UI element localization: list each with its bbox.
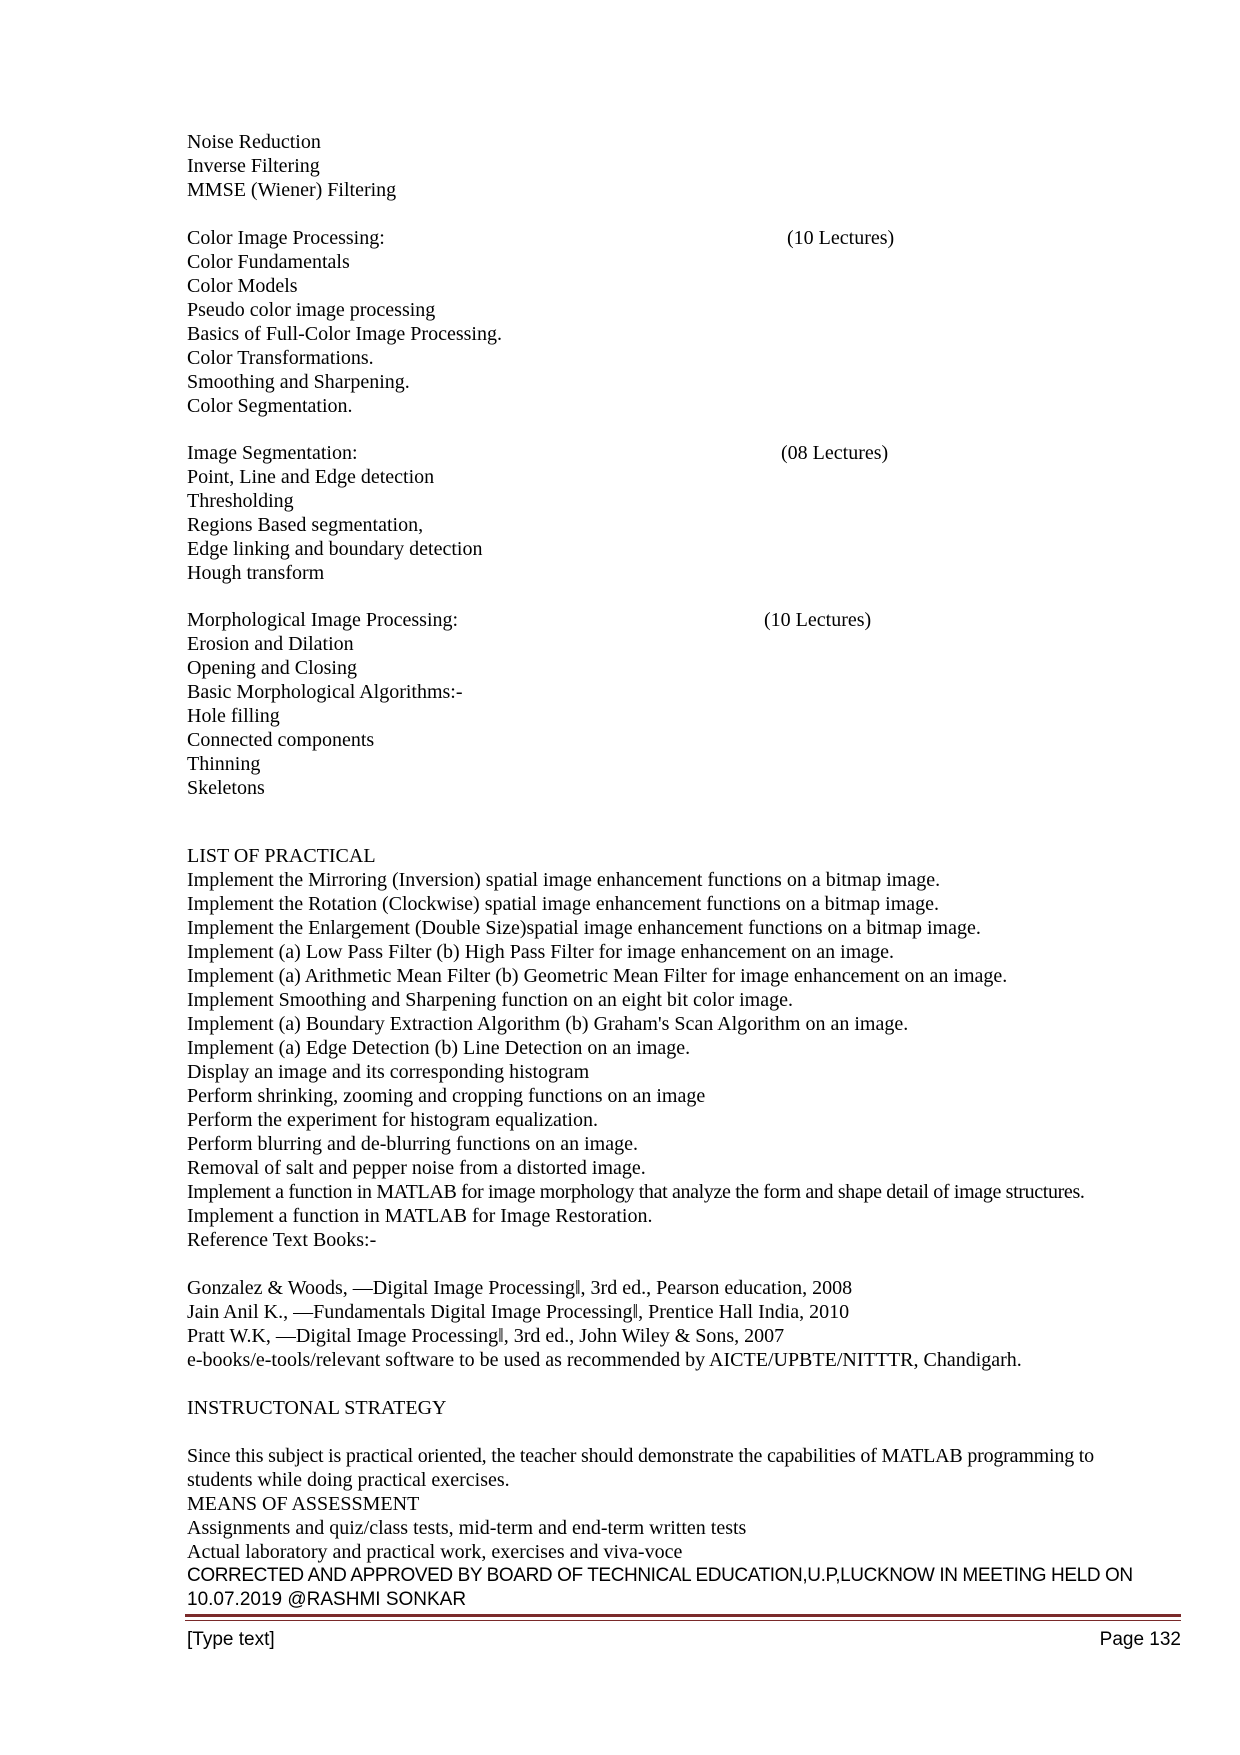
topic-item: Color Segmentation. (187, 395, 353, 417)
topic-item: Connected components (187, 729, 375, 751)
reference-item: Gonzalez & Woods, ―Digital Image Processing‖, 3rd ed., Pearson education, 2008 (187, 1277, 853, 1299)
footer-left-text: [Type text] (187, 1629, 275, 1650)
assessment-item: Actual laboratory and practical work, exercises and viva-voce (187, 1541, 683, 1563)
topic-item: Skeletons (187, 777, 265, 799)
topic-item: Thresholding (187, 490, 294, 512)
topic-item: Color Transformations. (187, 347, 374, 369)
section-heading-segmentation: Image Segmentation: (187, 442, 358, 464)
approval-note-line2: 10.07.2019 @RASHMI SONKAR (187, 1589, 467, 1610)
topic-item: Regions Based segmentation, (187, 514, 424, 536)
topic-mmse-filtering: MMSE (Wiener) Filtering (187, 179, 397, 201)
practical-item: Implement the Enlargement (Double Size)spatial image enhancement functions on a bitmap image. (187, 917, 981, 939)
practical-item: Display an image and its corresponding histogram (187, 1061, 590, 1083)
practical-item: Perform shrinking, zooming and cropping functions on an image (187, 1085, 706, 1107)
reference-item: Jain Anil K., ―Fundamentals Digital Image Processing‖, Prentice Hall India, 2010 (187, 1301, 850, 1323)
section-heading-morphology: Morphological Image Processing: (187, 609, 459, 631)
reference-item: Pratt W.K, ―Digital Image Processing‖, 3rd ed., John Wiley & Sons, 2007 (187, 1325, 785, 1347)
footer-rule-thick (185, 1614, 1181, 1617)
practical-item: Implement the Mirroring (Inversion) spatial image enhancement functions on a bitmap image. (187, 869, 941, 891)
lectures-morphology: (10 Lectures) (764, 609, 872, 631)
topic-item: Point, Line and Edge detection (187, 466, 435, 488)
topic-item: Basic Morphological Algorithms:- (187, 681, 463, 703)
reference-item: e-books/e-tools/relevant software to be used as recommended by AICTE/UPBTE/NITTTR, Chandigarh. (187, 1349, 1022, 1371)
practical-item: Implement a function in MATLAB for image morphology that analyze the form and shape detail of image structures. (187, 1181, 1085, 1203)
section-heading-strategy: INSTRUCTONAL STRATEGY (187, 1397, 447, 1419)
section-heading-references: Reference Text Books:- (187, 1229, 377, 1251)
section-heading-practical: LIST OF PRACTICAL (187, 845, 376, 867)
topic-item: Thinning (187, 753, 261, 775)
topic-item: Basics of Full-Color Image Processing. (187, 323, 502, 345)
practical-item: Implement a function in MATLAB for Image Restoration. (187, 1205, 653, 1227)
practical-item: Implement (a) Edge Detection (b) Line Detection on an image. (187, 1037, 691, 1059)
practical-item: Removal of salt and pepper noise from a distorted image. (187, 1157, 646, 1179)
topic-item: Erosion and Dilation (187, 633, 354, 655)
approval-note-line1: CORRECTED AND APPROVED BY BOARD OF TECHNICAL EDUCATION,U.P,LUCKNOW IN MEETING HELD ON (187, 1565, 1133, 1586)
strategy-text-line1: Since this subject is practical oriented, the teacher should demonstrate the capabilities of MATLAB programming to (187, 1445, 1094, 1467)
lectures-color: (10 Lectures) (787, 227, 895, 249)
topic-item: Smoothing and Sharpening. (187, 371, 410, 393)
page-number: Page 132 (1099, 1629, 1181, 1650)
practical-item: Implement (a) Low Pass Filter (b) High Pass Filter for image enhancement on an image. (187, 941, 895, 963)
practical-item: Implement (a) Arithmetic Mean Filter (b) Geometric Mean Filter for image enhancement on an image. (187, 965, 1008, 987)
topic-item: Opening and Closing (187, 657, 357, 679)
practical-item: Implement (a) Boundary Extraction Algorithm (b) Graham's Scan Algorithm on an image. (187, 1013, 909, 1035)
practical-item: Implement Smoothing and Sharpening function on an eight bit color image. (187, 989, 793, 1011)
topic-item: Edge linking and boundary detection (187, 538, 483, 560)
section-heading-assessment: MEANS OF ASSESSMENT (187, 1493, 420, 1515)
topic-item: Pseudo color image processing (187, 299, 436, 321)
strategy-text-line2: students while doing practical exercises. (187, 1469, 510, 1491)
topic-noise-reduction: Noise Reduction (187, 131, 321, 153)
topic-inverse-filtering: Inverse Filtering (187, 155, 320, 177)
practical-item: Perform blurring and de-blurring functions on an image. (187, 1133, 638, 1155)
practical-item: Perform the experiment for histogram equalization. (187, 1109, 598, 1131)
topic-item: Hole filling (187, 705, 280, 727)
topic-item: Hough transform (187, 562, 325, 584)
section-heading-color: Color Image Processing: (187, 227, 385, 249)
topic-item: Color Models (187, 275, 298, 297)
topic-item: Color Fundamentals (187, 251, 350, 273)
lectures-segmentation: (08 Lectures) (781, 442, 889, 464)
footer-rule-thin (185, 1620, 1181, 1621)
assessment-item: Assignments and quiz/class tests, mid-term and end-term written tests (187, 1517, 747, 1539)
practical-item: Implement the Rotation (Clockwise) spatial image enhancement functions on a bitmap image. (187, 893, 940, 915)
